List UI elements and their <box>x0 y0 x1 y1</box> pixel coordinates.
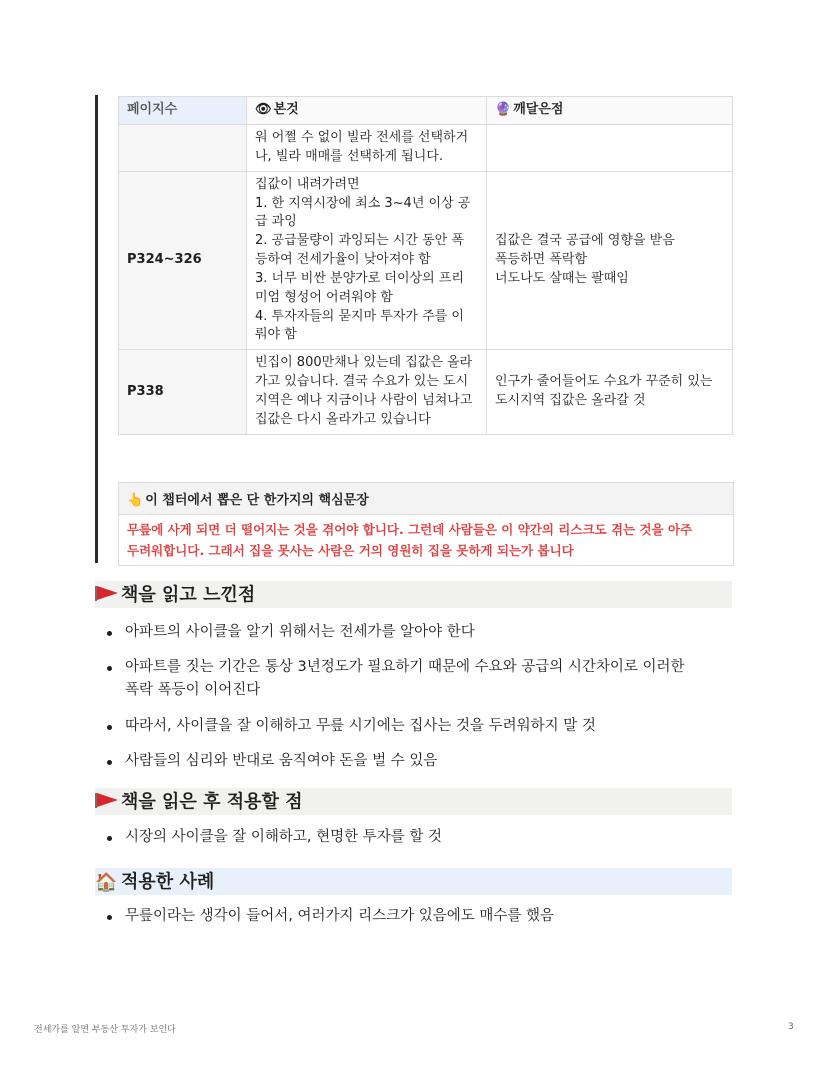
quote-bar <box>95 95 98 563</box>
row-seen: 집값이 내려가려면 1. 한 지역시장에 최소 3~4년 이상 공 급 과잉 2. 공급물량이 과잉되는 시간 동안 폭 등하여 전세가율이 낮아져야 함 3. 너무 비싼 분양가로 더이상의 프리 미엄 형성어 어려워야 함 4. 투자자들의 묻지마 투자가 주를 이 뤄야 함 <box>247 171 487 350</box>
header-seen: 👁 본것 <box>247 97 487 125</box>
bullet-list <box>105 905 735 940</box>
crystal-ball-icon: 🔮 <box>495 102 512 118</box>
header-learned: 🔮 깨달은점 <box>487 97 733 125</box>
row-learned <box>487 125 733 172</box>
list-item: 따라서, 사이클을 잘 이해하고 무릎 시기에는 집사는 것을 두려워하지 말 것 <box>105 715 735 738</box>
header-page: 페이지수 <box>119 97 247 125</box>
footer-title: 전세가를 알면 부동산 투자가 보인다 <box>34 1025 176 1035</box>
notes-table <box>118 96 733 435</box>
table-row <box>119 350 733 434</box>
section-heading: 🏠 적용한 사례 <box>95 868 732 895</box>
eye-speech-icon: 👁 <box>255 102 272 118</box>
page-number: 3 <box>788 1022 794 1032</box>
list-item: 사람들의 심리와 반대로 움직여야 돈을 벌 수 있음 <box>105 750 735 773</box>
row-learned: 집값은 결국 공급에 영향을 받음 폭등하면 폭락함 너도나도 살때는 팔때임 <box>487 171 733 350</box>
red-flag-icon <box>95 789 121 816</box>
red-flag-icon <box>95 582 121 609</box>
row-page: P338 <box>119 350 247 434</box>
list-item: 아파트의 사이클을 알기 위해서는 전세가를 알아야 한다 <box>105 621 735 644</box>
list-item: 시장의 사이클을 잘 이해하고, 현명한 투자를 할 것 <box>105 826 735 849</box>
section-heading: 책을 읽고 느낀점 <box>95 581 732 608</box>
bullet-list <box>105 826 735 861</box>
list-item: 아파트를 짓는 기간은 통상 3년정도가 필요하기 때문에 수요와 공급의 시간차이로 이러한 폭락 폭등이 이어진다 <box>105 656 735 702</box>
table-row <box>119 171 733 350</box>
row-learned: 인구가 줄어들어도 수요가 꾸준히 있는 도시지역 집값은 올라갈 것 <box>487 350 733 434</box>
bullet-list <box>105 621 735 785</box>
core-title: 👆 이 챕터에서 뽑은 단 한가지의 핵심문장 <box>119 483 733 515</box>
table-row <box>119 125 733 172</box>
core-text: 무릎에 사게 되면 더 떨어지는 것을 겪어야 합니다. 그런데 사람들은 이 약간의 리스크도 겪는 것을 아주 두려워합니다. 그래서 집을 못사는 사람은 거의 영원히 집을 못하게 되는가 봅니다 <box>127 522 693 559</box>
row-seen: 빈집이 800만채나 있는데 집값은 올라 가고 있습니다. 결국 수요가 있는 도시 지역은 예나 지금이나 사람이 넘쳐나고 집값은 다시 올라가고 있습니다 <box>247 350 487 434</box>
pointing-hand-icon: 👆 <box>127 493 144 508</box>
section-heading: 책을 읽은 후 적용할 점 <box>95 788 732 815</box>
table-header-row <box>119 97 733 125</box>
row-page: P324~326 <box>119 171 247 350</box>
row-page <box>119 125 247 172</box>
row-seen: 워 어쩔 수 없이 빌라 전세를 선택하거 나, 빌라 매매를 선택하게 됩니다. <box>247 125 487 172</box>
core-sentence-box <box>118 482 734 566</box>
list-item: 무릎이라는 생각이 들어서, 여러가지 리스크가 있음에도 매수를 했음 <box>105 905 735 928</box>
house-icon: 🏠 <box>95 871 118 893</box>
